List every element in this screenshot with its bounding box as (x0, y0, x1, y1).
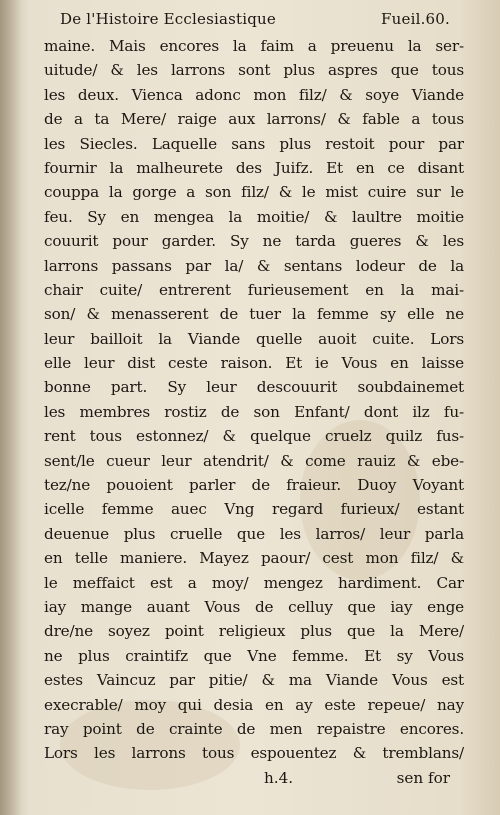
text-line: les Siecles. Laquelle sans plus restoit pour par (44, 134, 464, 153)
text-line: couppa la gorge a son filz/ & le mist cuire sur le (44, 183, 464, 202)
text-block (44, 10, 464, 790)
text-line: Lors les larrons tous espouentez & tremblans/ (44, 744, 464, 763)
catchword: sen for (396, 768, 450, 787)
text-line: couurit pour garder. Sy ne tarda gueres & les (44, 232, 464, 251)
text-line: fournir la malheurete des Juifz. Et en ce disant (44, 158, 464, 177)
text-line: rent tous estonnez/ & quelque cruelz quilz fus- (44, 427, 464, 446)
text-line: feu. Sy en mengea la moitie/ & laultre moitie (44, 207, 464, 226)
text-line: chair cuite/ entrerent furieusement en la mai- (44, 280, 464, 299)
text-line: ne plus craintifz que Vne femme. Et sy Vous (44, 646, 464, 665)
text-line: les deux. Vienca adonc mon filz/ & soye Viande (44, 85, 464, 104)
spine-shadow (0, 0, 22, 815)
text-line: icelle femme auec Vng regard furieux/ estant (44, 500, 464, 519)
text-line: le meffaict est a moy/ mengez hardiment. Car (44, 573, 464, 592)
text-line: uitude/ & les larrons sont plus aspres que tous (44, 61, 464, 80)
text-line: son/ & menasserent de tuer la femme sy elle ne (44, 305, 464, 324)
text-line: en telle maniere. Mayez paour/ cest mon filz/ & (44, 549, 464, 568)
text-line: leur bailloit la Viande quelle auoit cuite. Lors (44, 329, 464, 348)
text-line: execrable/ moy qui desia en ay este repeue/ nay (44, 695, 464, 714)
folio-number: Fueil.60. (381, 10, 450, 28)
text-line: de a ta Mere/ raige aux larrons/ & fable a tous (44, 110, 464, 129)
text-line: tez/ne pouoient parler de fraieur. Duoy Voyant (44, 476, 464, 495)
text-line: sent/le cueur leur atendrit/ & come rauiz & ebe- (44, 451, 464, 470)
text-line: larrons passans par la/ & sentans lodeur de la (44, 256, 464, 275)
text-line: elle leur dist ceste raison. Et ie Vous en laisse (44, 354, 464, 373)
text-line: bonne part. Sy leur descouurit soubdainemet (44, 378, 464, 397)
text-line: ray point de crainte de men repaistre encores. (44, 719, 464, 738)
text-line: maine. Mais encores la faim a preuenu la ser- (44, 37, 464, 55)
running-head-title: De l'Histoire Ecclesiastique (60, 10, 276, 28)
signature-mark: h.4. (264, 768, 294, 787)
page-footer (44, 766, 464, 790)
text-line: iay mange auant Vous de celluy que iay enge (44, 597, 464, 616)
text-line: dre/ne soyez point religieux plus que la Mere/ (44, 622, 464, 641)
text-line: deuenue plus cruelle que les larros/ leur parla (44, 524, 464, 543)
text-line: les membres rostiz de son Enfant/ dont ilz fu- (44, 402, 464, 421)
running-head (44, 10, 464, 28)
text-line: estes Vaincuz par pitie/ & ma Viande Vous est (44, 671, 464, 690)
